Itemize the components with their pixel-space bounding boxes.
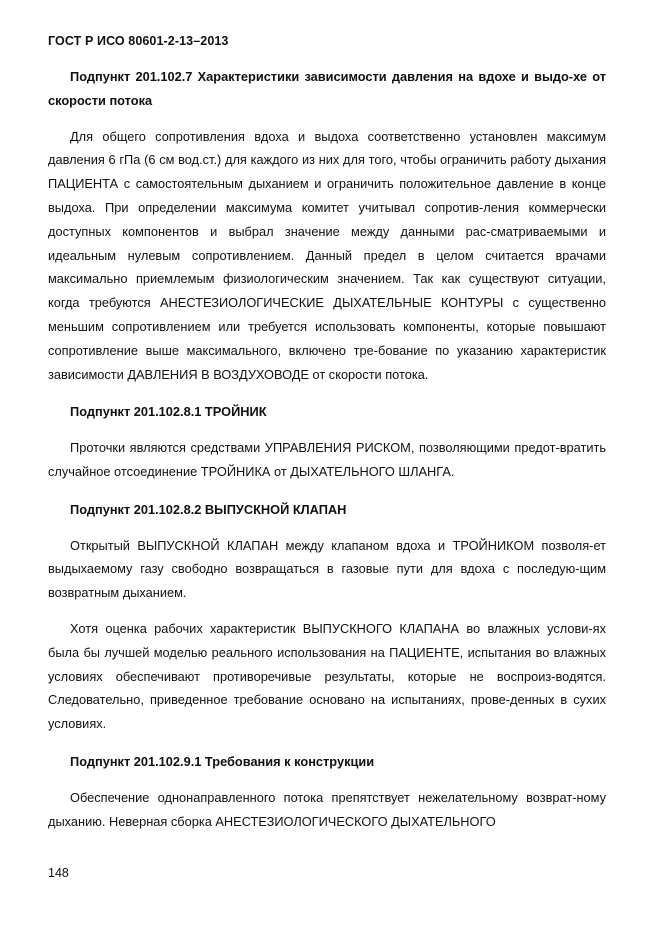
paragraph-y-piece: Проточки являются средствами УПРАВЛЕНИЯ РИСКОМ, позволяющими предот-вратить случайное отсоединение ТРОЙНИКА от ДЫХАТЕЛЬНОГО ШЛАНГА. <box>48 440 606 479</box>
document-body <box>48 65 606 833</box>
section-heading-201-102-9-1: Подпункт 201.102.9.1 Требования к конструкции <box>70 753 375 769</box>
page-number: 148 <box>48 866 69 880</box>
section-heading-201-102-8-1: Подпункт 201.102.8.1 ТРОЙНИК <box>70 404 267 420</box>
paragraph-exhaust-valve-1: Открытый ВЫПУСКНОЙ КЛАПАН между клапаном вдоха и ТРОЙНИКОМ позволя-ет выдыхаемому газу свободно возвращаться в газовые пути для вдоха с последую-щим возвратным дыханием. <box>48 537 606 601</box>
paragraph-exhaust-valve-2: Хотя оценка рабочих характеристик ВЫПУСКНОГО КЛАПАНА во влажных услови-ях была бы лучшей моделью реального использования на ПАЦИЕНТЕ, испытания во влажных условиях обеспечивают противоречивые результаты, которые не воспроиз-водятся. Следовательно, приведенное требование основано на испытаниях, прове-денных в сухих условиях. <box>48 620 606 732</box>
section-heading-201-102-7: Подпункт 201.102.7 Характеристики зависимости давления на вдохе и выдо-хе от скорости потока <box>48 69 606 108</box>
document-header: ГОСТ Р ИСО 80601-2-13–2013 <box>48 34 229 48</box>
paragraph-construction: Обеспечение однонаправленного потока препятствует нежелательному возврат-ному дыханию. Неверная сборка АНЕСТЕЗИОЛОГИЧЕСКОГО ДЫХАТЕЛЬНОГО <box>48 789 606 829</box>
section-heading-201-102-8-2: Подпункт 201.102.8.2 ВЫПУСКНОЙ КЛАПАН <box>70 501 347 517</box>
paragraph-pressure-resistance: Для общего сопротивления вдоха и выдоха соответственно установлен максимум давления 6 гПа (6 см вод.ст.) для каждого из них для того, чтобы ограничить работу дыхания ПАЦИЕНТА с самостоятельным дыханием и ограничить положительное давление в конце выдоха. При определении максимума комитет учитывал сопротив-ления коммерчески доступных компонентов и выбрал значение между данными рас-сматриваемыми и идеальным нулевым сопротивлением. Данный предел в целом считается врачами максимально приемлемым физиологическим значением. Так как существуют ситуации, когда требуются АНЕСТЕЗИОЛОГИЧЕСКИЕ ДЫХАТЕЛЬНЫЕ КОНТУРЫ с существенно меньшим сопротивлением или требуется использовать компоненты, которые повышают сопротивление выше максимального, включено тре-бование по указанию характеристик зависимости ДАВЛЕНИЯ В ВОЗДУХОВОДЕ от скорости потока. <box>48 128 606 382</box>
